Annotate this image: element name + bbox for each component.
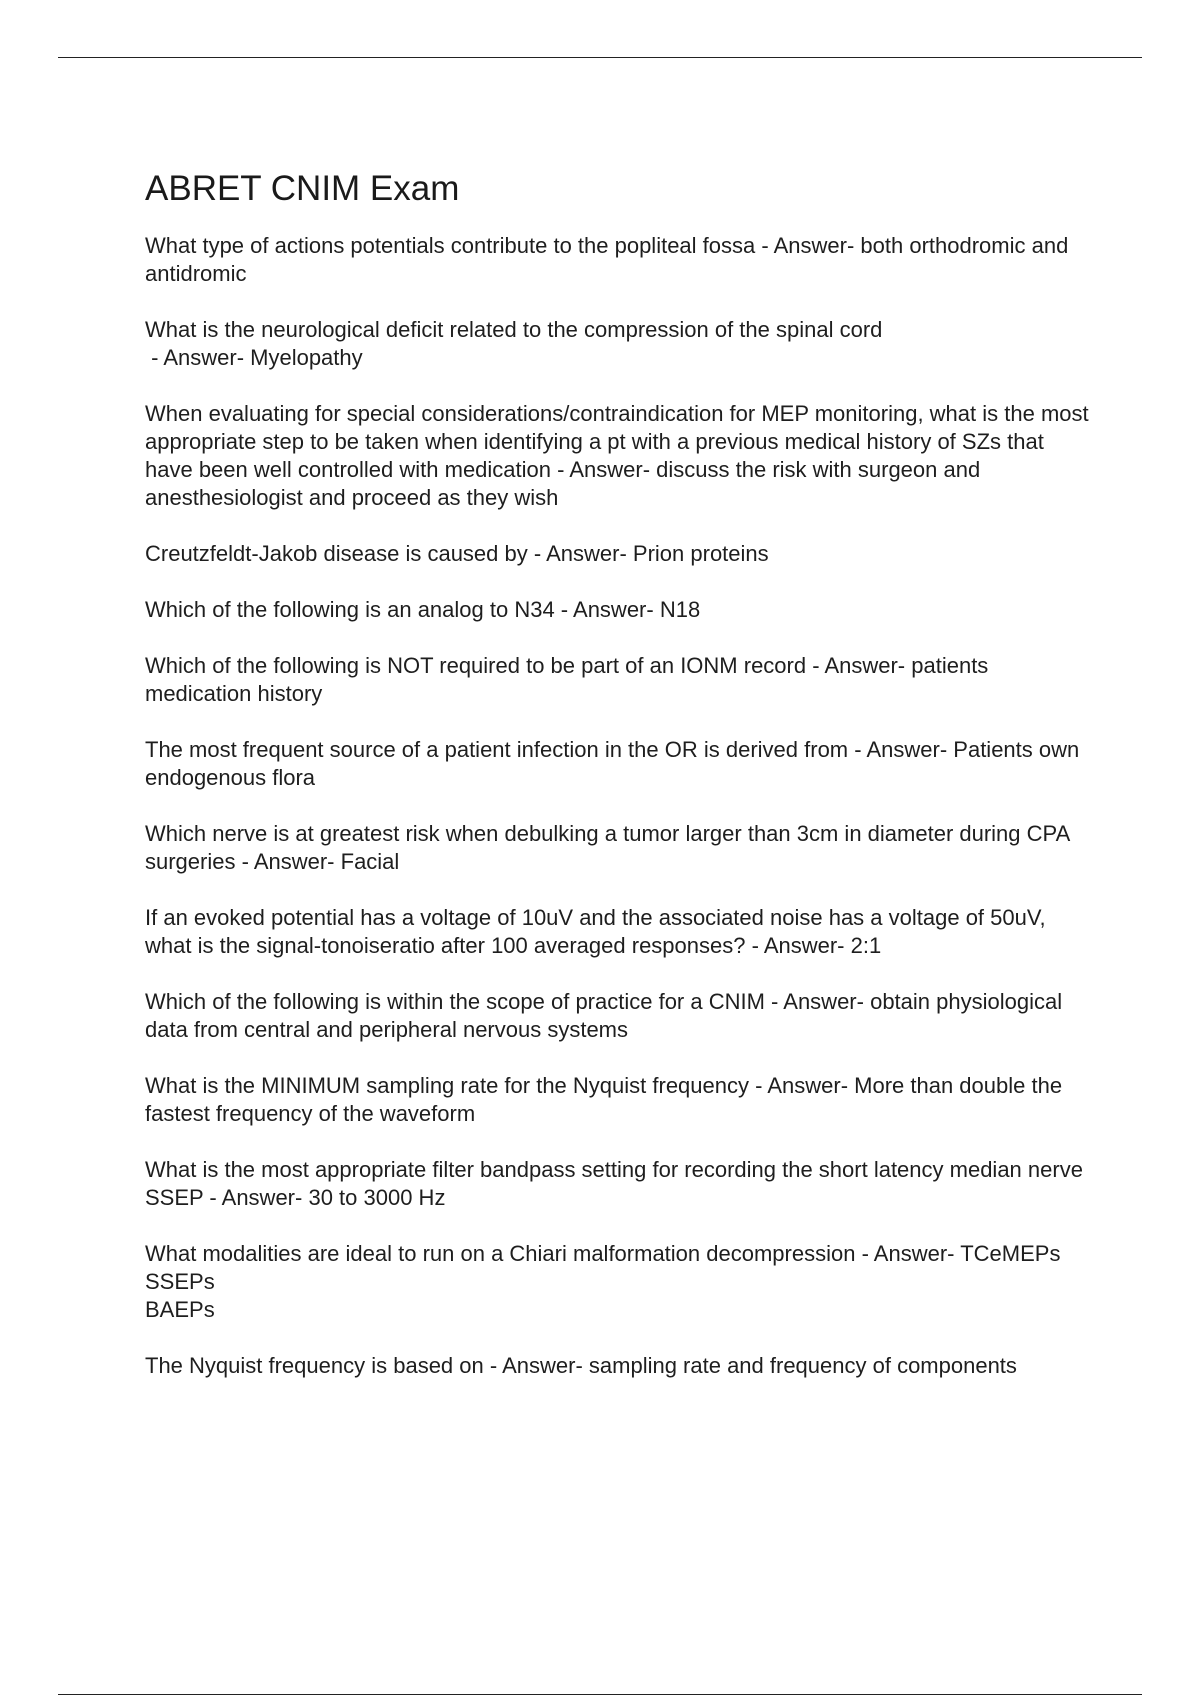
qa-item <box>145 1240 1090 1324</box>
qa-item <box>145 540 1090 568</box>
document-title: ABRET CNIM Exam <box>145 169 460 208</box>
question-text: Which nerve is at greatest risk when debulking a tumor larger than 3cm in diameter during CPA surgeries <box>145 821 1070 874</box>
question-text: The most frequent source of a patient infection in the OR is derived from <box>145 737 849 762</box>
answer-text: obtain physiological data from central and peripheral nervous systems <box>145 989 1063 1042</box>
qa-item <box>145 1352 1090 1380</box>
qa-item <box>145 904 1090 960</box>
answer-text: 30 to 3000 Hz <box>308 1185 446 1210</box>
qa-item <box>145 316 1090 372</box>
question-text: Which of the following is an analog to N34 <box>145 597 555 622</box>
question-text: The Nyquist frequency is based on <box>145 1353 484 1378</box>
answer-separator: - Answer- <box>483 1353 589 1378</box>
answer-text: Myelopathy <box>250 345 363 370</box>
document-body <box>145 168 1090 1408</box>
question-text: What is the most appropriate filter bandpass setting for recording the short latency median nerve SSEP <box>145 1157 1083 1210</box>
answer-separator: - Answer- <box>745 933 851 958</box>
question-text: What is the MINIMUM sampling rate for the Nyquist frequency <box>145 1073 749 1098</box>
answer-text: Facial <box>340 849 400 874</box>
answer-separator: - Answer- <box>551 457 657 482</box>
answer-text: N18 <box>659 597 701 622</box>
answer-separator: - Answer- <box>764 989 871 1014</box>
answer-separator: - Answer- <box>203 1185 309 1210</box>
answer-separator: - Answer- <box>806 653 912 678</box>
answer-line: SSEPs <box>145 1269 215 1294</box>
answer-text: Patients own endogenous flora <box>145 737 1080 790</box>
answer-separator: - Answer- <box>145 345 251 370</box>
qa-item <box>145 736 1090 792</box>
question-text: Which of the following is within the scope of practice for a CNIM <box>145 989 765 1014</box>
answer-separator: - Answer- <box>755 233 861 258</box>
question-text: What type of actions potentials contribute to the popliteal fossa <box>145 233 756 258</box>
answer-text: More than double the fastest frequency of the waveform <box>145 1073 1063 1126</box>
answer-text: both orthodromic and antidromic <box>145 233 1069 286</box>
answer-separator: - Answer- <box>527 541 633 566</box>
question-text: Which of the following is NOT required to be part of an IONM record <box>145 653 807 678</box>
answer-separator: - Answer- <box>855 1241 961 1266</box>
question-text: What modalities are ideal to run on a Chiari malformation decompression <box>145 1241 856 1266</box>
answer-line: TCeMEPs <box>960 1241 1061 1266</box>
qa-item <box>145 988 1090 1044</box>
qa-item <box>145 1156 1090 1212</box>
question-text: What is the neurological deficit related to the compression of the spinal cord <box>145 317 883 342</box>
top-rule <box>58 57 1142 58</box>
qa-item <box>145 652 1090 708</box>
qa-item <box>145 596 1090 624</box>
answer-separator: - Answer- <box>554 597 660 622</box>
answer-separator: - Answer- <box>235 849 341 874</box>
question-text: When evaluating for special considerations/contraindication for MEP monitoring, what is the most appropriate step to be taken when identifying a pt with a previous medical history of SZs that have been well controlled with medication <box>145 401 1089 482</box>
answer-separator: - Answer- <box>749 1073 855 1098</box>
answer-line: BAEPs <box>145 1297 215 1322</box>
qa-item <box>145 232 1090 288</box>
answer-text: sampling rate and frequency of components <box>588 1353 1017 1378</box>
answer-text: discuss the risk with surgeon and anesthesiologist and proceed as they wish <box>145 457 981 510</box>
question-text: Creutzfeldt-Jakob disease is caused by <box>145 541 528 566</box>
qa-item <box>145 820 1090 876</box>
question-text: If an evoked potential has a voltage of 10uV and the associated noise has a voltage of 50uV, what is the signal-tonoiseratio after 100 averaged responses? <box>145 905 1046 958</box>
answer-text: 2:1 <box>850 933 882 958</box>
bottom-rule <box>58 1694 1142 1695</box>
qa-item <box>145 1072 1090 1128</box>
answer-text: patients medication history <box>145 653 989 706</box>
qa-item <box>145 400 1090 512</box>
answer-separator: - Answer- <box>848 737 954 762</box>
answer-text: Prion proteins <box>632 541 769 566</box>
